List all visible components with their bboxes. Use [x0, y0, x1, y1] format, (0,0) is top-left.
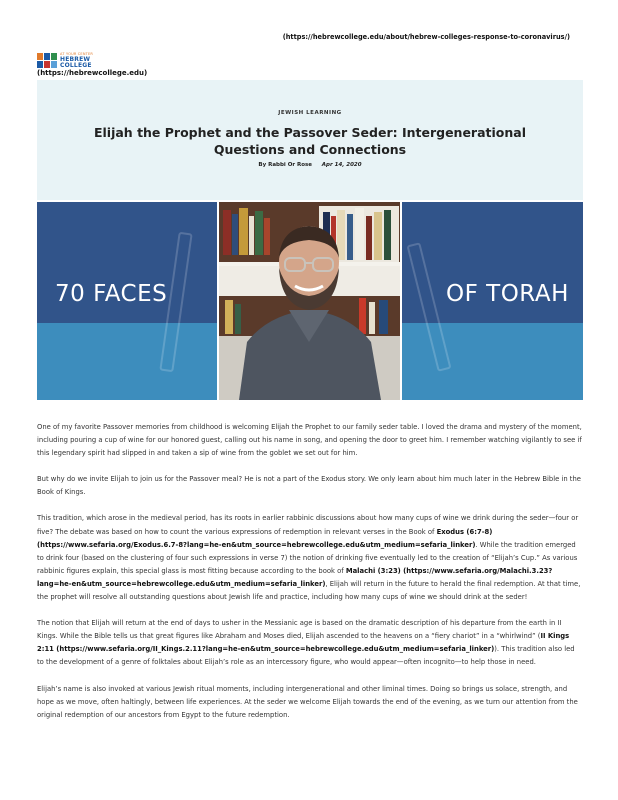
- rabbi-portrait-photo: [219, 202, 400, 400]
- logo-tagline: AT YOUR CENTER: [60, 52, 94, 56]
- logo-name-line2: COLLEGE: [60, 62, 92, 69]
- paragraph-4-text-b: ). This tradition also led to the development of a genre of folktales about Elijah’s role as an intercessory figure, who would appear—often incognito—to help those in need.: [37, 645, 575, 667]
- paragraph-2: But why do we invite Elijah to join us for the Passover meal? He is not a part of the Exodus story. We only learn about him much later in the Hebrew Bible in the Book of Kings.: [37, 475, 581, 497]
- banner-left-panel: [37, 202, 217, 400]
- paragraph-4-text-a: The notion that Elijah will return at the end of days to usher in the Messianic age is based on the dramatic description of his departure from the earth in II Kings. While the Bible tells us that great figures like Abraham and Moses died, Elijah ascended to the heavens on a “fiery chariot” in a “whirlwind” (: [37, 619, 562, 641]
- paragraph-3: [37, 512, 583, 604]
- article-header: [37, 80, 583, 200]
- logo-name-line1: HEBREW: [60, 56, 91, 63]
- banner-right-panel: [402, 202, 583, 400]
- paragraph-4: [37, 617, 583, 669]
- malachi-link[interactable]: Malachi (3:23) (https://www.sefaria.org/Malachi.3.23?lang=he-en&utm_source=hebrewcollege.edu&utm_medium=sefaria_linker): [37, 566, 553, 588]
- article-title: Elijah the Prophet and the Passover Seder: Intergenerational Questions and Connections: [93, 125, 526, 157]
- byline: [37, 162, 583, 168]
- paragraph-3-text-c: , Elijah will return in the future to herald the final redemption. At that time, the prophet will resolve all outstanding questions about Jewish life and practice, including how many cups of wine we should drink at the seder!: [37, 579, 581, 602]
- feature-banner-image: [37, 202, 583, 400]
- paragraph-5: Elijah’s name is also invoked at various Jewish ritual moments, including intergenerational and other liminal times. Doing so brings us solace, strength, and hope as we move, often haltingly, between life experiences. At the seder we welcome Elijah towards the end of the evening, as we turn our attention from the original redemption of our ancestors from Egypt to the future redemption.: [37, 684, 578, 719]
- article-category[interactable]: JEWISH LEARNING: [278, 110, 342, 116]
- ii-kings-link[interactable]: II Kings 2:11 (https://www.sefaria.org/II_Kings.2.11?lang=he-en&utm_source=hebrewcollege.edu&utm_medium=sefaria_linker): [37, 632, 570, 654]
- logo-mark-icon: [37, 53, 57, 68]
- paragraph-3-text-a: This tradition, which arose in the medieval period, has its roots in earlier rabbinic discussions about how many cups of wine we drink during the seder—four or five? The debate was based on how to count the various expressions of redemption in relevant verses in the Book of: [37, 514, 579, 536]
- banner-left-text: 70 FACES: [55, 281, 168, 307]
- exodus-link[interactable]: Exodus (6:7-8) (https://www.sefaria.org/Exodus.6.7-8?lang=he-en&utm_source=hebrewcollege.edu&utm_medium=sefaria_linker): [37, 527, 493, 549]
- paragraph-3-text-b: . While the tradition emerged to drink four (based on the clustering of four such expressions in verse 7) the notion of drinking five eventually led to the creation of “Elijah’s Cup.” As various rabbinic figures explain, this special glass is most fitting because according to the book of: [37, 540, 578, 575]
- article-date: Apr 14, 2020: [321, 162, 362, 168]
- article-author[interactable]: By Rabbi Or Rose: [258, 162, 313, 168]
- hebrew-college-logo[interactable]: [37, 51, 93, 69]
- banner-right-text: OF TORAH: [446, 281, 569, 307]
- coronavirus-response-link[interactable]: (https://hebrewcollege.edu/about/hebrew-colleges-response-to-coronavirus/): [282, 33, 570, 41]
- paragraph-1: One of my favorite Passover memories from childhood is welcoming Elijah the Prophet to our family seder table. I loved the drama and mystery of the moment, including pouring a cup of wine for our honored guest, calling out his name in song, and opening the door to greet him. I remember watching vigilantly to see if this legendary spirit had slipped in and taken a sip of wine from the goblet we set out for him.: [37, 423, 582, 458]
- home-link[interactable]: (https://hebrewcollege.edu): [37, 69, 148, 77]
- article-body: [37, 421, 583, 735]
